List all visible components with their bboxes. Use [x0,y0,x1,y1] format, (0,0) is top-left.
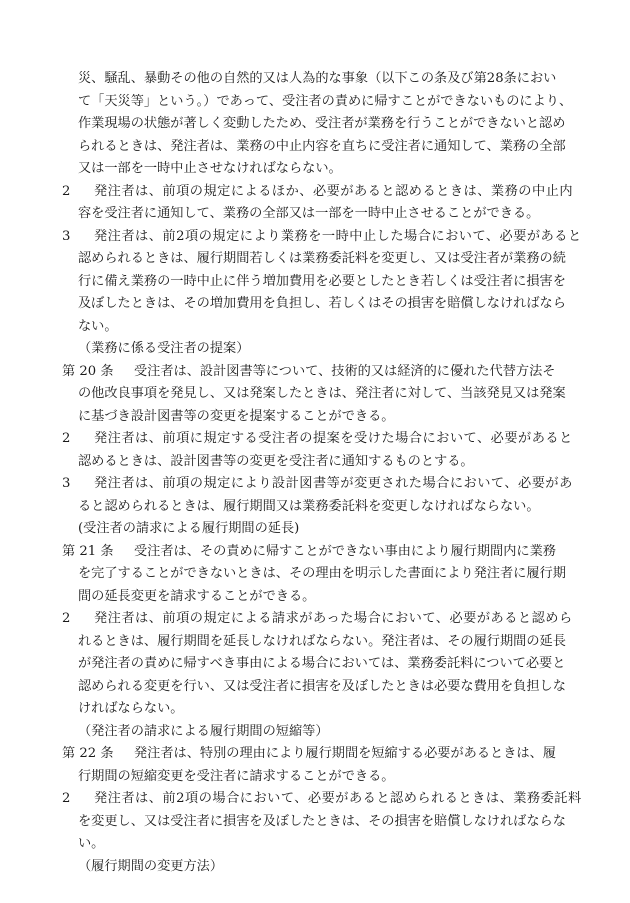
article-line [62,743,582,766]
article-heading: （履行期間の変更方法） [78,858,224,874]
paragraph-number: 2 [62,431,71,446]
paragraph-number: 3 [62,476,71,491]
continuation-line: ければならない。 [78,701,184,716]
article-number: 第 21 条 [62,543,114,559]
continuation-line: 作業現場の状態が著しく変動したため、受注者が業務を行うことができないと認め [78,116,566,131]
continuation-line: 行に備え業務の一時中止に伴う増加費用を必要としたとき若しくは受注者に損害を [78,273,566,289]
paragraph-text: 発注者は、前2項の場合において、必要があると認められるときは、業務委託料 [94,791,582,806]
article-heading: （業務に係る受注者の提案） [78,341,250,356]
paragraph-text: 発注者は、前項の規定により設計図書等が変更された場合において、必要があ [94,476,573,491]
continuation-line: に基づき設計図書等の変更を提案することができる。 [78,408,395,424]
article-text: 発注者は、特別の理由により履行期間を短縮する必要があるときは、履 [134,746,556,761]
paragraph-line [62,608,582,631]
continuation-line: れるときは、履行期間を延長しなければならない。発注者は、その履行期間の延長 [78,633,566,649]
continuation-line: 間の延長変更を請求することができる。 [78,588,316,604]
continuation-line: ると認められるときは、履行期間又は業務委託料を変更しなければならない。 [78,498,540,514]
paragraph-number: 2 [62,611,71,626]
paragraph-text: 発注者は、前2項の規定により業務を一時中止した場合において、必要があると [94,228,582,244]
continuation-line: が発注者の責めに帰すべき事由による場合においては、業務委託料について必要と [78,656,566,671]
continuation-line: を変更し、又は受注者に損害を及ぼしたときは、その損害を賠償しなければならな [78,813,566,829]
article-number: 第 22 条 [62,746,114,761]
paragraph-line [62,473,582,496]
continuation-line: 認めるときは、設計図書等の変更を受注者に通知するものとする。 [78,453,474,469]
continuation-line: られるときは、発注者は、業務の中止内容を直ちに受注者に通知して、業務の全部 [78,138,566,154]
document-body [62,68,582,878]
continuation-line: を完了することができないときは、その理由を明示した書面により発注者に履行期 [78,566,566,581]
article-heading: （発注者の請求による履行期間の短縮等） [78,723,329,739]
paragraph-text: 発注者は、前項の規定による請求があった場合において、必要があると認めら [94,611,573,626]
continuation-line: の他改良事項を発見し、又は発案したときは、発注者に対して、当該発見又は発案 [78,386,566,401]
article-text: 受注者は、設計図書等について、技術的又は経済的に優れた代替方法そ [134,363,556,379]
paragraph-number: 2 [62,791,71,806]
article-number: 第 20 条 [62,363,114,379]
continuation-line: 災、騒乱、暴動その他の自然的又は人為的な事象（以下この条及び第28条におい [78,71,557,86]
paragraph-line [62,181,582,204]
paragraph-line [62,788,582,811]
article-text: 受注者は、その責めに帰すことができない事由により履行期間内に業務 [134,543,556,559]
continuation-line: 行期間の短縮変更を受注者に請求することができる。 [78,768,395,784]
paragraph-text: 発注者は、前項の規定によるほか、必要があると認めるときは、業務の中止内 [94,183,574,199]
continuation-line: 容を受注者に通知して、業務の全部又は一部を一時中止させることができる。 [78,206,540,221]
article-line [62,541,582,564]
paragraph-text: 発注者は、前項に規定する受注者の提案を受けた場合において、必要があると [94,431,573,446]
article-line [62,361,582,384]
continuation-line: ない。 [78,318,118,334]
continuation-line: い。 [78,836,105,851]
paragraph-number: 3 [62,228,71,244]
continuation-line: 認められる変更を行い、又は受注者に損害を及ぼしたときは必要な費用を負担しな [78,678,566,694]
continuation-line: 又は一部を一時中止させなければならない。 [78,161,342,176]
article-heading: (受注者の請求による履行期間の延長) [78,521,300,536]
continuation-line: 及ぼしたときは、その増加費用を負担し、若しくはその損害を賠償しなければなら [78,296,566,311]
continuation-line: て「天災等」という。）であって、受注者の責めに帰すことができないものにより、 [78,93,573,109]
paragraph-number: 2 [62,183,71,199]
continuation-line: 認められるときは、履行期間若しくは業務委託料を変更し、又は受注者が業務の続 [78,251,566,266]
paragraph-line [62,428,582,451]
paragraph-line [62,226,582,249]
